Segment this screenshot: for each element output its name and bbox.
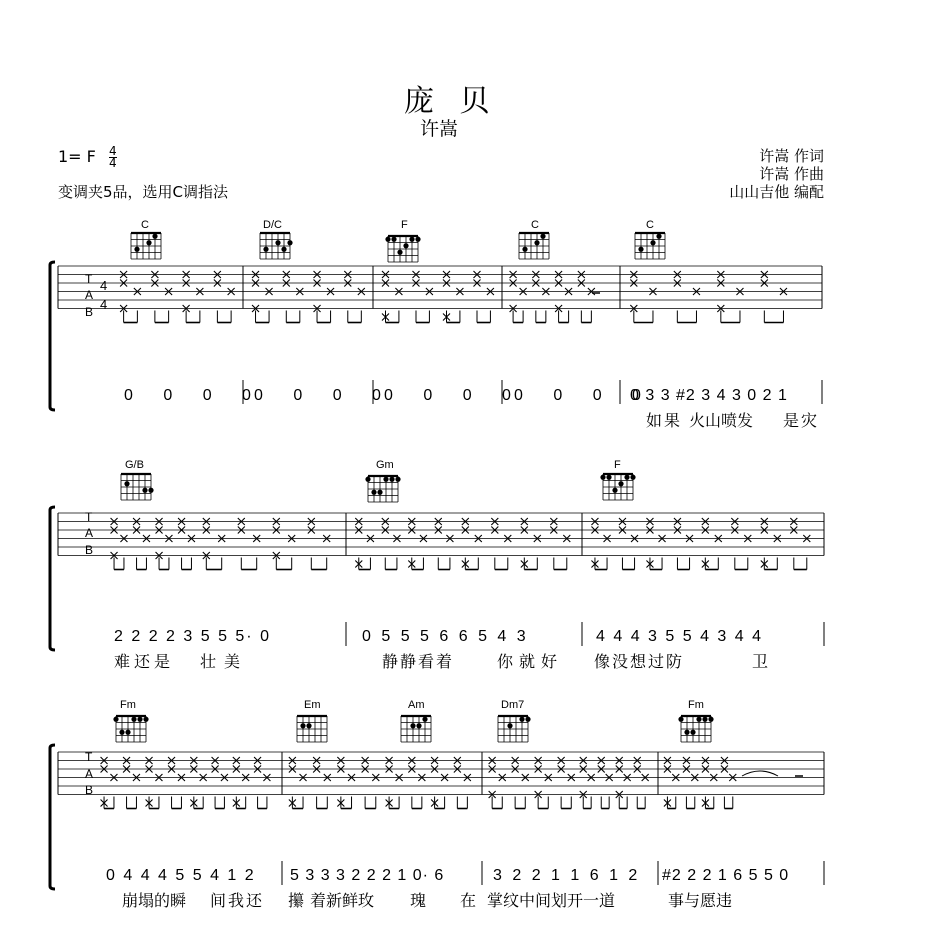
- chord-dot: [113, 717, 118, 722]
- chord-dot: [125, 730, 130, 735]
- chord-dot: [416, 723, 421, 728]
- chord-dot: [522, 247, 527, 252]
- chord-dot: [148, 488, 153, 493]
- chord-dot: [650, 240, 655, 245]
- lyric: 美: [224, 652, 241, 671]
- chord-dot: [684, 730, 689, 735]
- tab-letter-t-2: T: [85, 510, 93, 524]
- chord-dot: [152, 234, 157, 239]
- tab-staff-1: [58, 266, 822, 323]
- tab-letter-t-3: T: [85, 750, 93, 764]
- notation-measure: 0 0 0 0: [514, 387, 654, 404]
- chord-dot: [365, 477, 370, 482]
- chord-name: F: [401, 219, 408, 231]
- notation-measure: 0 3 3 #2 3 4 3 0 2 1: [630, 387, 788, 404]
- lyric: 掌纹中间划开一道: [487, 891, 616, 910]
- credit-music: 许嵩 作曲: [759, 165, 824, 183]
- lyric: 是灾: [783, 411, 820, 430]
- chord-dot: [422, 717, 427, 722]
- chord-dot: [124, 481, 129, 486]
- chord-diagrams-3: [113, 716, 713, 742]
- chord-name: Fm: [120, 699, 136, 711]
- chord-diagrams-2: [121, 474, 636, 502]
- tie: [742, 771, 778, 776]
- chord-dot: [383, 477, 388, 482]
- chord-dot: [612, 488, 617, 493]
- tab-letter-a-2: A: [85, 526, 94, 540]
- tab-letter-t: T: [85, 272, 93, 286]
- chord-dot: [263, 247, 268, 252]
- chord-name: C: [141, 219, 149, 231]
- chord-dot: [696, 717, 701, 722]
- system-2: [50, 474, 824, 650]
- notation-measure: 0 0 0 0: [124, 387, 264, 404]
- system-1: [50, 233, 822, 410]
- chord-dot: [131, 717, 136, 722]
- chord-dot: [391, 237, 396, 242]
- lyric: 瑰: [410, 891, 427, 910]
- time-sig-top: 4: [108, 144, 117, 158]
- lyric: 崩塌的瞬: [122, 891, 187, 910]
- chord-dot: [119, 730, 124, 735]
- chord-name: C: [531, 219, 539, 231]
- lyric: 火山喷发: [689, 411, 754, 430]
- notation-measure: 5 3 3 3 2 2 2 1 0· 6: [290, 867, 445, 884]
- notation-measure: 0 4 4 4 5 5 4 1 2: [106, 867, 256, 884]
- lyric: 着新鲜玫: [310, 891, 375, 910]
- tab-letter-b-2: B: [85, 543, 94, 557]
- lyric: 攥: [288, 891, 305, 910]
- chord-dot: [137, 717, 142, 722]
- chord-dot: [624, 475, 629, 480]
- chord-dot: [142, 488, 147, 493]
- tab-letter-b: B: [85, 305, 94, 319]
- chord-dot: [540, 234, 545, 239]
- chord-dot: [708, 717, 713, 722]
- chord-diagrams-1: [131, 233, 665, 262]
- chord-dot: [397, 250, 402, 255]
- chord-dot: [678, 717, 683, 722]
- notation-measure: 0 5 5 5 6 6 5 4 3: [362, 628, 529, 645]
- chord-dot: [534, 240, 539, 245]
- key-label: 1= F: [58, 147, 96, 166]
- tab-time-top: 4: [100, 278, 108, 293]
- chord-name: F: [614, 459, 621, 471]
- chord-dot: [275, 240, 280, 245]
- chord-dot: [281, 247, 286, 252]
- chord-dot: [638, 247, 643, 252]
- time-sig-bottom: 4: [108, 156, 117, 170]
- chord-dot: [409, 237, 414, 242]
- lyric: 壮: [200, 652, 217, 671]
- capo-note: 变调夹5品，选用C调指法: [58, 183, 229, 201]
- lyric: 间我还: [210, 891, 265, 910]
- song-title: 庞 贝: [404, 84, 498, 119]
- tab-letter-b-3: B: [85, 783, 94, 797]
- chord-dot: [525, 717, 530, 722]
- chord-dot: [371, 490, 376, 495]
- tab-staff-2: [58, 513, 824, 570]
- notation-measure: 4 4 4 3 5 5 4 3 4 4: [596, 628, 763, 645]
- chord-dot: [606, 475, 611, 480]
- chord-dot: [690, 730, 695, 735]
- chord-dot: [146, 240, 151, 245]
- chord-dot: [415, 237, 420, 242]
- chord-dot: [507, 723, 512, 728]
- chord-name: C: [646, 219, 654, 231]
- chord-dot: [385, 237, 390, 242]
- chord-name: Fm: [688, 699, 704, 711]
- lyric: 静静看着: [382, 652, 455, 671]
- lyric: 如果: [646, 411, 683, 430]
- chord-dot: [630, 475, 635, 480]
- chord-dot: [377, 490, 382, 495]
- notation-measure: 0 0 0 0: [384, 387, 524, 404]
- chord-dot: [600, 475, 605, 480]
- tab-time-bottom: 4: [100, 297, 108, 312]
- notation-measure: 2 2 2 2 3 5 5 5· 0: [114, 628, 271, 645]
- song-artist: 许嵩: [420, 118, 459, 140]
- chord-dot: [134, 247, 139, 252]
- chord-name: Gm: [376, 459, 394, 471]
- lyric: 像没想过防: [594, 652, 685, 671]
- chord-dot: [702, 717, 707, 722]
- chord-dot: [403, 243, 408, 248]
- chord-name: Dm7: [501, 699, 525, 711]
- notation-measure: #2 2 2 1 6 5 5 0: [662, 867, 790, 884]
- chord-dot: [287, 240, 292, 245]
- chord-dot: [656, 234, 661, 239]
- chord-dot: [306, 723, 311, 728]
- lyric: 你就好: [497, 652, 564, 671]
- notation-measure: 3 2 2 1 1 6 1 2: [493, 867, 641, 884]
- chord-name: G/B: [125, 459, 144, 471]
- lyric: 在: [460, 891, 477, 910]
- chord-dot: [389, 477, 394, 482]
- notation-measure: 0 0 0 0: [254, 387, 394, 404]
- tab-staff-3: [58, 752, 824, 809]
- lyric: 卫: [752, 652, 769, 671]
- chord-dot: [519, 717, 524, 722]
- chord-dot: [395, 477, 400, 482]
- lyric: 事与愿违: [668, 891, 733, 910]
- chord-name: D/C: [263, 219, 282, 231]
- chord-name: Am: [408, 699, 425, 711]
- chord-dot: [410, 723, 415, 728]
- lyric: 难还是: [114, 652, 175, 671]
- system-3: [50, 716, 824, 889]
- chord-name: Em: [304, 699, 321, 711]
- credit-lyrics: 许嵩 作词: [759, 147, 824, 165]
- tab-letter-a: A: [85, 288, 94, 302]
- chord-dot: [300, 723, 305, 728]
- chord-dot: [143, 717, 148, 722]
- credit-arranger: 山山吉他 编配: [729, 183, 824, 201]
- tab-letter-a-3: A: [85, 767, 94, 781]
- chord-dot: [618, 481, 623, 486]
